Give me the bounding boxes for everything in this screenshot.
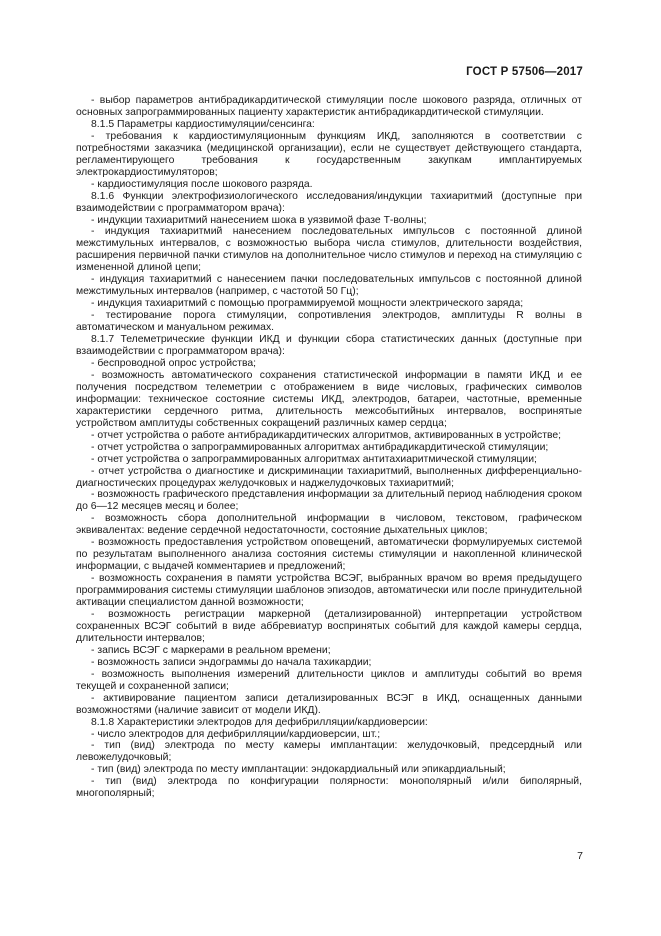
section-heading-8-1-7: 8.1.7 Телеметрические функции ИКД и функции сбора статистических данных (доступные при взаимодействии с программатором врача): — [76, 334, 582, 358]
paragraph: - запись ВСЭГ с маркерами в реальном времени; — [91, 644, 331, 656]
paragraph: - возможность сохранения в памяти устройства ВСЭГ, выбранных врачом во время предыдущего программирования системы стимуляции шаблонов эпизодов, автоматически или после принудительной активации специалистом данной возможности; — [76, 573, 582, 609]
section-heading-8-1-6: 8.1.6 Функции электрофизиологического исследования/индукции тахиаритмий (доступные при взаимодействии с программатором врача): — [76, 190, 582, 214]
paragraph: - отчет устройства о запрограммированных алгоритмах антитахиаритмической стимуляции; — [91, 453, 537, 465]
document-body — [76, 95, 582, 800]
section-heading-8-1-5: 8.1.5 Параметры кардиостимуляции/сенсинга: — [91, 118, 315, 130]
paragraph: - возможность автоматического сохранения статистической информации в памяти ИКД и ее получения посредством телеметрии с отображением в виде числовых, графических символов информации: техническое состояние системы ИКД, электродов, батареи, частотные, временные характеристики сердечного ритма, длительность межсобытийных интервалов, воспринятые устройством амплитуды собственных сокращений различных камер сердца; — [76, 369, 582, 429]
paragraph: - индукция тахиаритмий нанесением последовательных импульсов с постоянной длиной межстимульных интервалов, с возможностью выбора числа стимулов, длительности воздействия, расширения первичной пачки стимулов на дополнительное число стимулов и переход на стимуляцию с измененной длиной цепи; — [76, 226, 582, 274]
paragraph: - отчет устройства о запрограммированных алгоритмах антибрадикардитической стимуляции; — [91, 441, 549, 453]
paragraph: - тип (вид) электрода по месту камеры имплантации: желудочковый, предсердный или левожелудочковый; — [76, 740, 582, 764]
paragraph: - требования к кардиостимуляционным функциям ИКД, заполняются в соответствии с потребностями заказчика (медицинской организации), если не существует действующего стандарта, регламентирующего требования к государственным закупкам имплантируемых электрокардиостимуляторов; — [76, 130, 582, 178]
paragraph: - выбор параметров антибрадикардитической стимуляции после шокового разряда, отличных от основных запрограммированных пациенту характеристик антибрадикардитической стимуляции. — [76, 95, 582, 118]
paragraph: - активирование пациентом записи детализированных ВСЭГ в ИКД, оснащенных данными возможностями (наличие зависит от модели ИКД). — [76, 692, 582, 716]
paragraph: - беспроводной опрос устройства; — [91, 357, 257, 369]
paragraph: - тип (вид) электрода по месту имплантации: эндокардиальный или эпикардиальный; — [91, 764, 506, 776]
paragraph: - возможность регистрации маркерной (детализированной) интерпретации устройством сохраненных ВСЭГ событий в виде аббревиатур воспринятых событий для каждой камеры сердца, длительности интервалов; — [76, 608, 582, 644]
paragraph: - отчет устройства о работе антибрадикардитических алгоритмов, активированных в устройстве; — [91, 429, 562, 441]
paragraph: - индукции тахиаритмий нанесением шока в уязвимой фазе Т-волны; — [91, 214, 427, 226]
paragraph: - возможность предоставления устройством оповещений, автоматически формулируемых системой по результатам выполненного анализа состояния системы стимуляции и накопленной клинической информации, с выдачей комментариев и предложений; — [76, 537, 582, 573]
paragraph: - число электродов для дефибрилляции/кардиоверсии, шт.; — [91, 728, 381, 740]
paragraph: - индукция тахиаритмий с помощью программируемой мощности электрического заряда; — [91, 298, 524, 310]
paragraph: - возможность записи эндограммы до начала тахикардии; — [91, 656, 372, 668]
paragraph: - индукция тахиаритмий с нанесением пачки последовательных импульсов с постоянной длиной межстимульных интервалов (например, с частотой 50 Гц); — [76, 274, 582, 298]
section-heading-8-1-8: 8.1.8 Характеристики электродов для дефибрилляции/кардиоверсии: — [91, 716, 428, 728]
paragraph: - тестирование порога стимуляции, сопротивления электродов, амплитуды R волны в автоматическом и мануальном режимах. — [76, 310, 582, 334]
paragraph: - тип (вид) электрода по конфигурации полярности: монополярный и/или биполярный, многополярный; — [76, 776, 582, 800]
paragraph: - кардиостимуляция после шокового разряда. — [91, 178, 313, 190]
paragraph: - возможность графического представления информации за длительный период наблюдения сроком до 6—12 месяцев месяц и более; — [76, 489, 582, 513]
paragraph: - возможность сбора дополнительной информации в числовом, текстовом, графическом эквивалентах: ведение сердечной недостаточности, состояние дыхательных циклов; — [76, 513, 582, 537]
document-code: ГОСТ Р 57506—2017 — [466, 66, 583, 78]
paragraph: - отчет устройства о диагностике и дискриминации тахиаритмий, выполненных дифференциально-диагностических процедурах желудочковых и наджелудочковых тахиаритмий; — [76, 465, 582, 489]
page-number: 7 — [577, 850, 583, 862]
paragraph: - возможность выполнения измерений длительности циклов и амплитуды событий во время текущей и сохраненной записи; — [76, 668, 582, 692]
